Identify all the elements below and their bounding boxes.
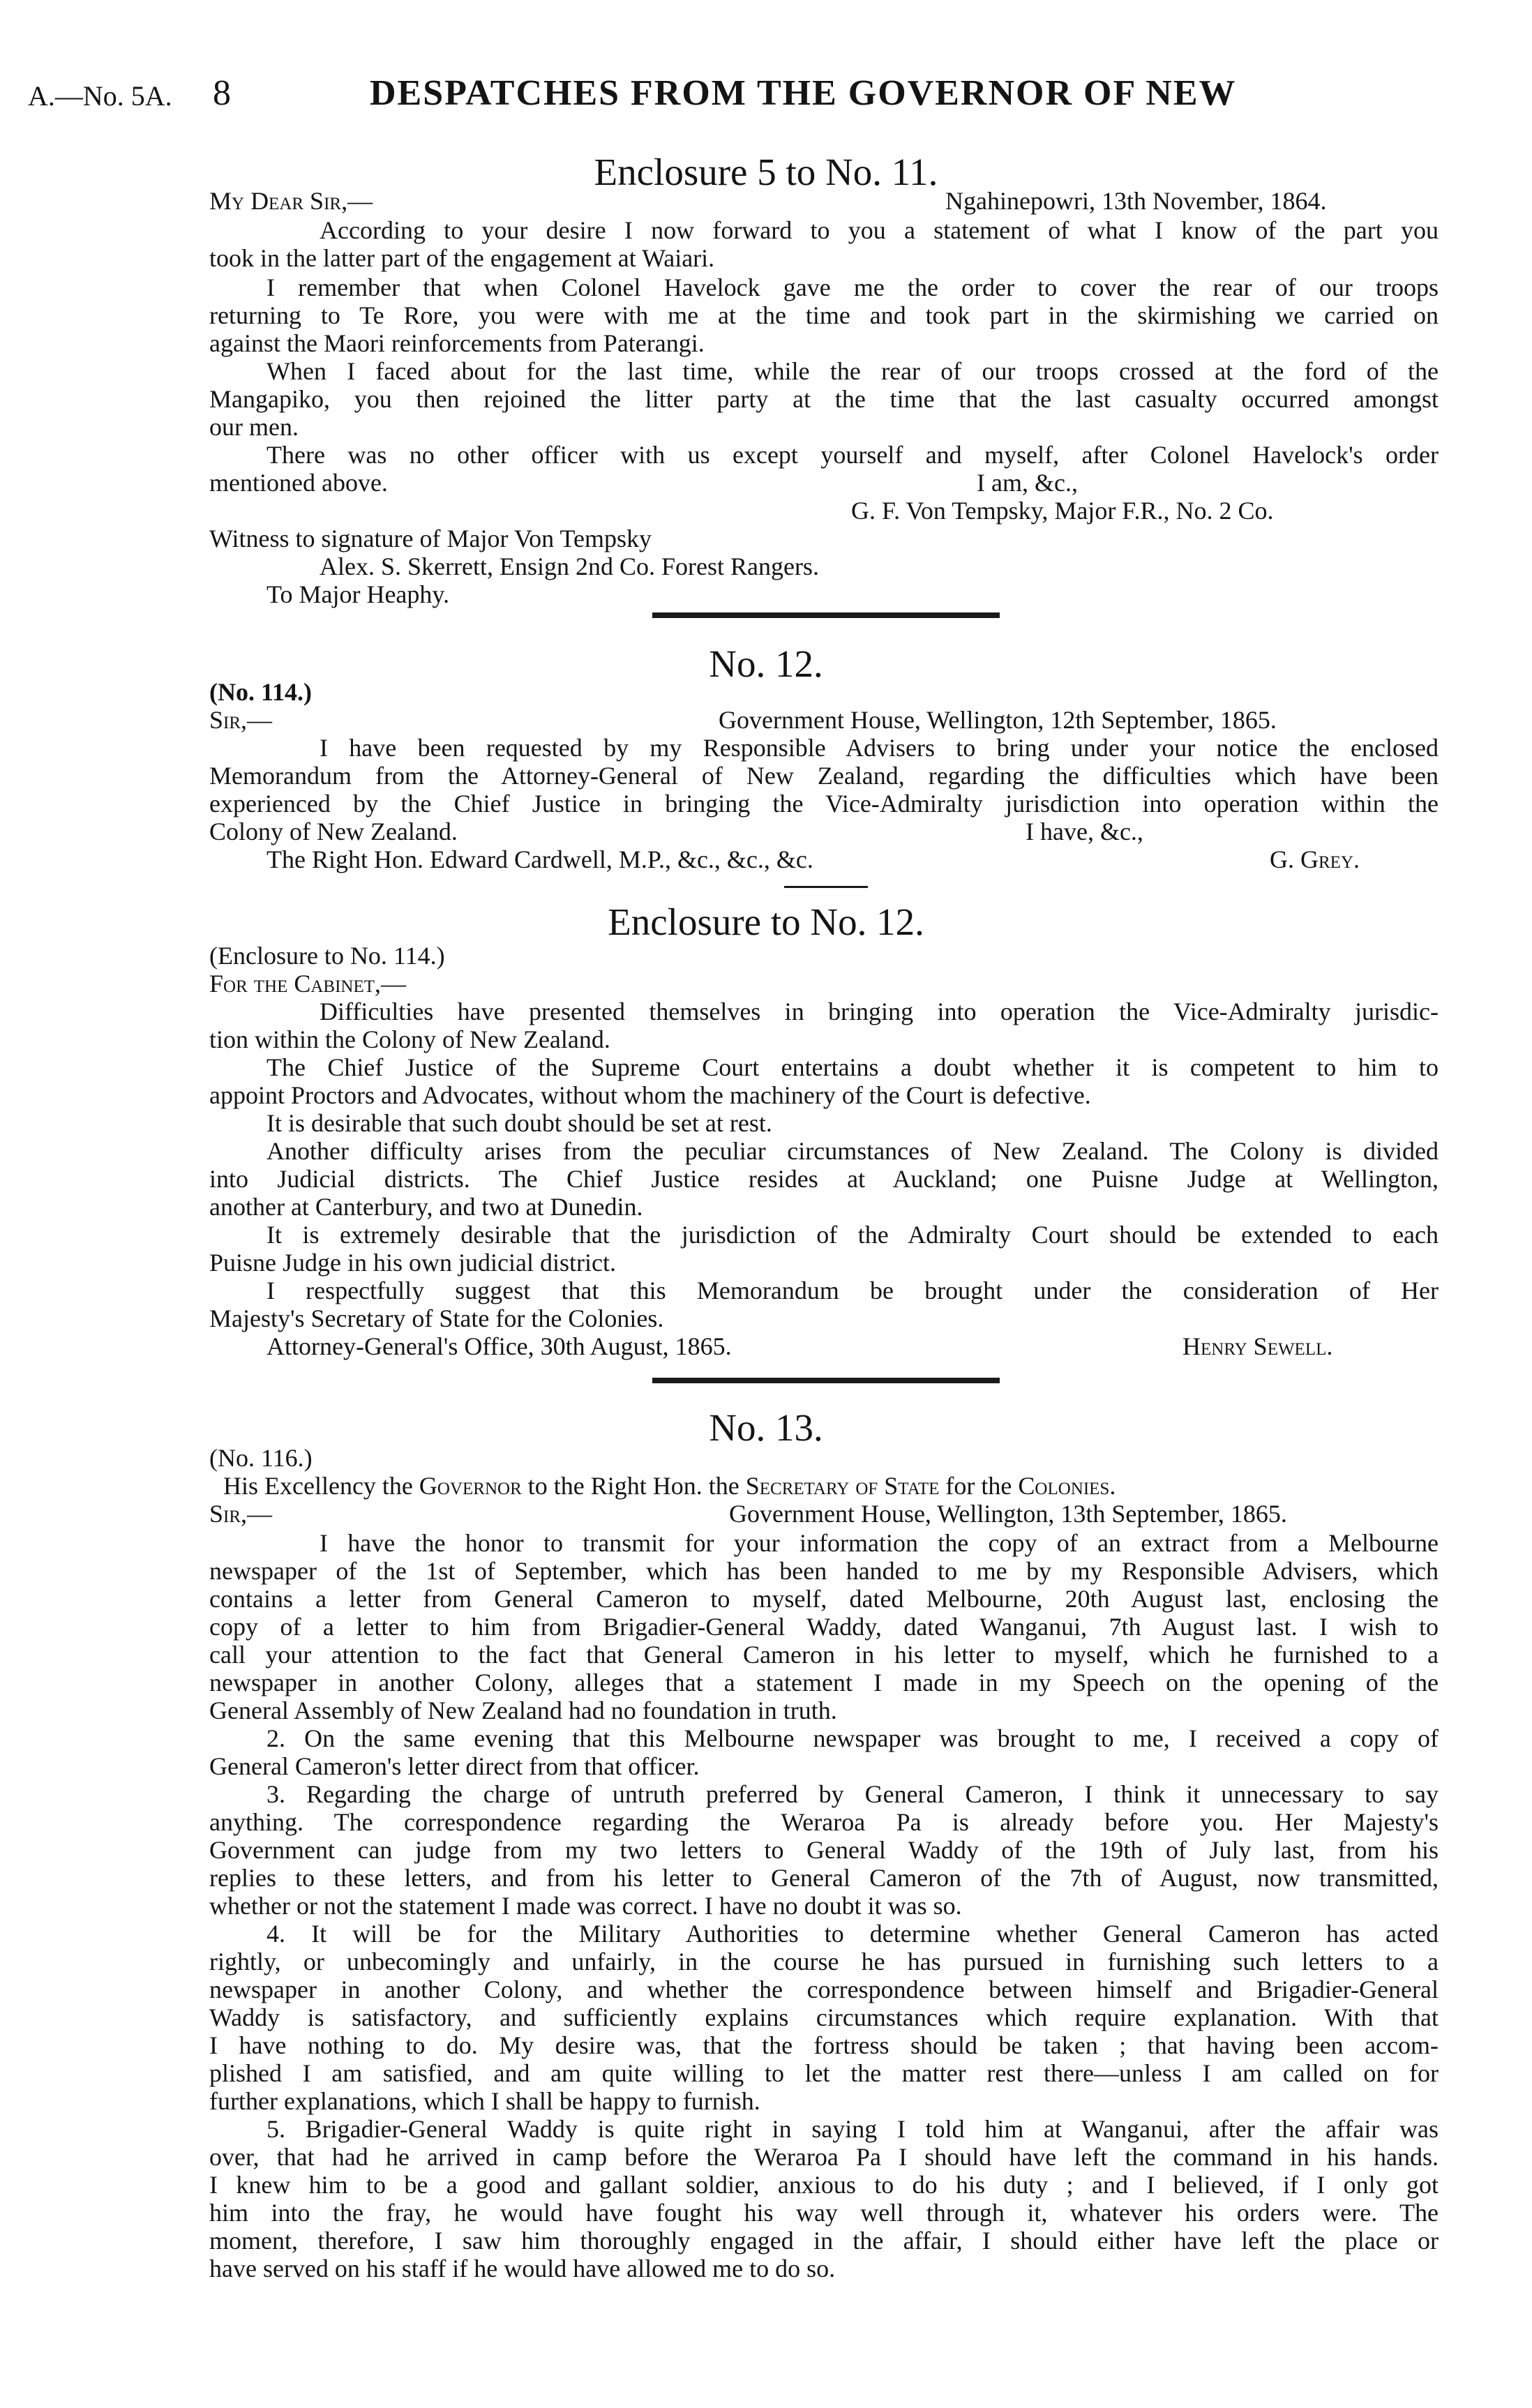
paragraph-line: newspaper in another Colony, and whether the correspondence between himself and Brigadier-General (209, 1976, 1439, 2003)
paragraph-line: Colony of New Zealand. (209, 818, 458, 845)
paragraph-line: tion within the Colony of New Zealand. (209, 1025, 610, 1053)
paragraph-line: 5. Brigadier-General Waddy is quite right in saying I told him at Wanganui, after the affair was (266, 2115, 1439, 2143)
paragraph-line: 4. It will be for the Military Authorities to determine whether General Cameron has acted (266, 1920, 1439, 1948)
signature: G. F. Von Tempsky, Major F.R., No. 2 Co. (851, 497, 1274, 525)
running-head (28, 70, 1500, 119)
section-divider (652, 612, 1000, 618)
paragraph-line: experienced by the Chief Justice in bringing the Vice-Admiralty jurisdiction into operation within the (209, 790, 1439, 818)
paragraph-line: I remember that when Colonel Havelock gave me the order to cover the rear of our troops (266, 273, 1439, 301)
paragraph-line: It is extremely desirable that the jurisdiction of the Admiralty Court should be extended to each (266, 1221, 1439, 1249)
running-title: DESPATCHES FROM THE GOVERNOR OF NEW (370, 73, 1237, 113)
paragraph-line: Mangapiko, you then rejoined the litter party at the time that the last casualty occurred amongst (209, 385, 1439, 413)
paragraph-line: I respectfully suggest that this Memorandum be brought under the consideration of Her (266, 1277, 1439, 1304)
paragraph-line: further explanations, which I shall be happy to furnish. (209, 2087, 760, 2115)
paragraph-line: into Judicial districts. The Chief Justice resides at Auckland; one Puisne Judge at Wellington, (209, 1165, 1439, 1193)
paragraph-line: another at Canterbury, and two at Dunedin. (209, 1193, 643, 1221)
despatch-number: (No. 116.) (209, 1444, 313, 1472)
page-number: 8 (213, 73, 231, 113)
paragraph-line: The Chief Justice of the Supreme Court entertains a doubt whether it is competent to him to (266, 1053, 1439, 1081)
salutation: My Dear Sir,— (209, 187, 373, 215)
office-date: Attorney-General's Office, 30th August, 1865. (266, 1332, 732, 1360)
place-date: Government House, Wellington, 13th September, 1865. (729, 1500, 1287, 1528)
paragraph-line: returning to Te Rore, you were with me at the time and took part in the skirmishing we carried on (209, 301, 1439, 329)
section-heading: Enclosure 5 to No. 11. (594, 151, 938, 193)
closing: I am, &c., (977, 469, 1078, 497)
section-heading: No. 12. (709, 642, 823, 685)
paragraph-line: Memorandum from the Attorney-General of New Zealand, regarding the difficulties which have been (209, 762, 1439, 790)
section-heading: No. 13. (709, 1406, 823, 1449)
section-heading: Enclosure to No. 12. (608, 901, 924, 943)
place-date: Government House, Wellington, 12th September, 1865. (719, 706, 1277, 734)
paragraph-line: 3. Regarding the charge of untruth preferred by General Cameron, I think it unnecessary to say (266, 1780, 1439, 1808)
paragraph-line: mentioned above. (209, 469, 388, 497)
paragraph-line: Government can judge from my two letters to General Waddy of the 19th of July last, from his (209, 1836, 1439, 1864)
place-date: Ngahinepowri, 13th November, 1864. (945, 187, 1327, 215)
paragraph-line: There was no other officer with us except yourself and myself, after Colonel Havelock's order (266, 441, 1439, 469)
paragraph-line: plished I am satisfied, and am quite willing to let the matter rest there—unless I am called on for (209, 2059, 1439, 2087)
paragraph-line: over, that had he arrived in camp before the Weraroa Pa I should have left the command in his hands. (209, 2143, 1439, 2171)
paragraph-line: According to your desire I now forward to you a statement of what I know of the part you (320, 216, 1439, 244)
paragraph-line: anything. The correspondence regarding the Weraroa Pa is already before you. Her Majesty's (209, 1808, 1439, 1836)
paragraph-line: moment, therefore, I saw him thoroughly engaged in the affair, I should either have left the place or (209, 2227, 1439, 2255)
paragraph-line: I have nothing to do. My desire was, that the fortress should be taken ; that having been accom- (209, 2031, 1439, 2059)
closing: I have, &c., (1026, 818, 1143, 845)
paragraph-line: copy of a letter to him from Brigadier-General Waddy, dated Wanganui, 7th August last. I wish to (209, 1613, 1439, 1641)
signature: G. Grey. (1270, 845, 1360, 873)
paragraph-line: appoint Proctors and Advocates, without whom the machinery of the Court is defective. (209, 1081, 1091, 1109)
witness-line: Alex. S. Skerrett, Ensign 2nd Co. Forest Rangers. (320, 552, 819, 580)
paragraph-line: have served on his staff if he would have allowed me to do so. (209, 2255, 836, 2282)
paragraph-line: It is desirable that such doubt should be set at rest. (266, 1109, 772, 1137)
section-divider (652, 1378, 1000, 1383)
short-divider (784, 886, 868, 888)
paragraph-line: whether or not the statement I made was correct. I have no doubt it was so. (209, 1892, 962, 1920)
paragraph-line: Another difficulty arises from the peculiar circumstances of New Zealand. The Colony is divided (266, 1137, 1439, 1165)
paragraph-line: our men. (209, 413, 299, 441)
paragraph-line: took in the latter part of the engagement at Waiari. (209, 244, 715, 272)
address-line: His Excellency the Governor to the Right Hon. the Secretary of State for the Colonies. (223, 1472, 1116, 1500)
despatch-number: (No. 114.) (209, 678, 312, 706)
salutation: Sir,— (209, 1500, 273, 1528)
salutation: For the Cabinet,— (209, 970, 407, 998)
paragraph-line: Puisne Judge in his own judicial district. (209, 1249, 616, 1277)
salutation: Sir,— (209, 706, 273, 734)
paragraph-line: newspaper in another Colony, alleges that a statement I made in my Speech on the opening of the (209, 1669, 1439, 1696)
paper-reference: A.—No. 5A. (28, 80, 172, 112)
paragraph-line: against the Maori reinforcements from Paterangi. (209, 329, 705, 357)
paragraph-line: 2. On the same evening that this Melbourne newspaper was brought to me, I received a copy of (266, 1724, 1439, 1752)
paragraph-line: him into the fray, he would have fought his way well through it, whatever his orders were. The (209, 2199, 1439, 2227)
paragraph-line: General Assembly of New Zealand had no foundation in truth. (209, 1696, 837, 1724)
paragraph-line: I knew him to be a good and gallant soldier, anxious to do his duty ; and I believed, if I only got (209, 2171, 1439, 2199)
addressee: The Right Hon. Edward Cardwell, M.P., &c., &c., &c. (266, 845, 813, 873)
paragraph-line: rightly, or unbecomingly and unfairly, in the course he has pursued in furnishing such letters to a (209, 1948, 1439, 1976)
addressee: To Major Heaphy. (266, 580, 450, 608)
paragraph-line: newspaper of the 1st of September, which has been handed to me by my Responsible Advisers, which (209, 1557, 1439, 1585)
paragraph-line: contains a letter from General Cameron to myself, dated Melbourne, 20th August last, enclosing the (209, 1585, 1439, 1613)
paragraph-line: Waddy is satisfactory, and sufficiently explains circumstances which require explanation. With that (209, 2003, 1439, 2031)
paragraph-line: Majesty's Secretary of State for the Colonies. (209, 1304, 664, 1332)
enclosure-number: (Enclosure to No. 114.) (209, 942, 445, 970)
signature: Henry Sewell. (1182, 1332, 1333, 1360)
paragraph-line: General Cameron's letter direct from that officer. (209, 1752, 700, 1780)
paragraph-line: call your attention to the fact that General Cameron in his letter to myself, which he furnished to a (209, 1641, 1439, 1669)
witness-line: Witness to signature of Major Von Tempsky (209, 525, 652, 552)
paragraph-line: I have been requested by my Responsible Advisers to bring under your notice the enclosed (320, 734, 1439, 762)
paragraph-line: When I faced about for the last time, while the rear of our troops crossed at the ford of the (266, 357, 1439, 385)
paragraph-line: I have the honor to transmit for your information the copy of an extract from a Melbourne (320, 1529, 1439, 1557)
paragraph-line: replies to these letters, and from his letter to General Cameron of the 7th of August, now transmitted, (209, 1864, 1439, 1892)
paragraph-line: Difficulties have presented themselves in bringing into operation the Vice-Admiralty jurisdic- (320, 998, 1439, 1025)
